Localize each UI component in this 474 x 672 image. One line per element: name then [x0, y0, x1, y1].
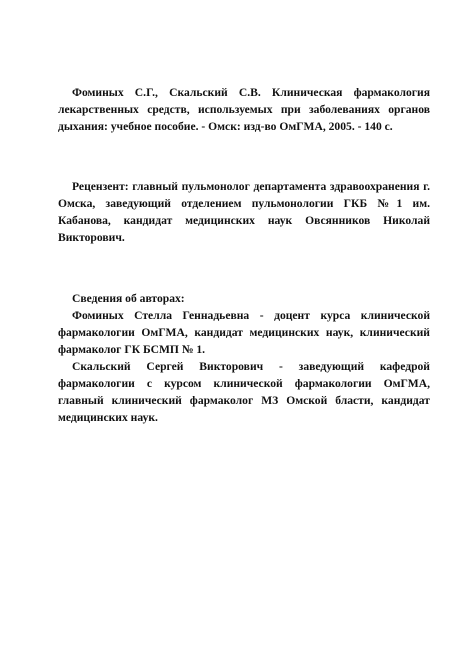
bibliographic-citation — [58, 84, 430, 135]
authors-section — [58, 290, 430, 426]
authors-heading: Сведения об авторах: — [72, 292, 185, 305]
reviewer-text: Рецензент: главный пульмонолог департамента здравоохранения г. Омска, заведующий отделением пульмонологии ГКБ №1 им. Кабанова, кандидат медицинских наук Овсянников Николай Викторович. — [58, 180, 430, 244]
author-entry-1: Фоминых Стелла Геннадьевна - доцент курса клинической фармакологии ОмГМА, кандидат медицинских наук, клинический фармаколог ГК БСМП № 1. — [58, 309, 430, 356]
reviewer-section — [58, 178, 430, 246]
author-entry-2: Скальский Сергей Викторович - заведующий кафедрой фармакологии с курсом клинической фармакологии ОмГМА, главный клинический фармаколог МЗ Омской бласти, кандидат медицинских наук. — [58, 360, 430, 424]
citation-text: Фоминых С.Г., Скальский С.В. Клиническая фармакология лекарственных средств, используемых при заболеваниях органов дыхания: учебное пособие. - Омск: изд-во ОмГМА, 2005. - 140 с. — [58, 86, 430, 133]
